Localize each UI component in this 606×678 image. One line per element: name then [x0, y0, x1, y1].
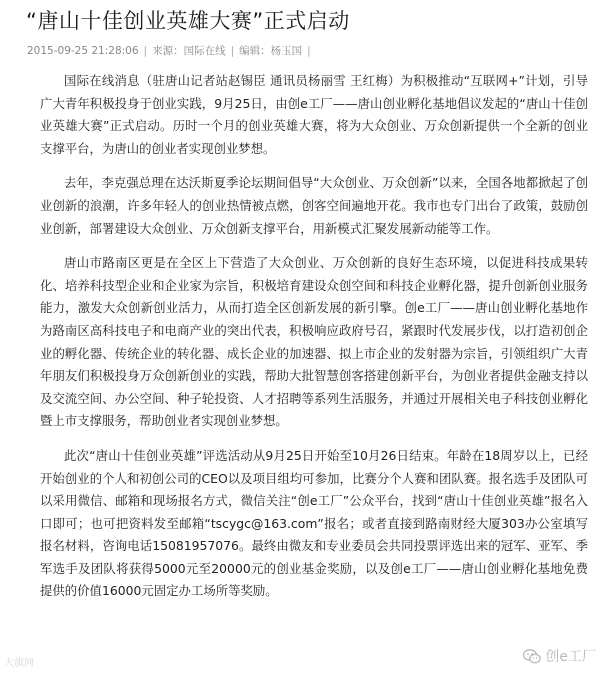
article-title: “唐山十佳创业英雄大赛”正式启动	[26, 9, 350, 33]
article-paragraph: 唐山市路南区更是在全区上下营造了大众创业、万众创新的良好生态环境，以促进科技成果转化、培养科技型企业和企业家为宗旨，积极培育建设众创空间和科技企业孵化器，提升创新创业服务能力，激发大众创新创业活力，从而打造全区创新发展的新引擎。创e工厂——唐山创业孵化基地作为路南区高科技电子和电商产业的突出代表，积极响应政府号召，紧跟时代发展步伐，以打造初创企业的孵化器、传统企业的转化器、成长企业的加速器、拟上市企业的发射器为宗旨，引领组织广大青年朋友们积极投身万众创新创业的实践，帮助大批智慧创客搭建创新平台，为创业者提供金融支持以及交流空间、办公空间、种子轮投资、人才招聘等系列生活服务，并通过开展相关电子科技创业孵化暨上市支撑服务，帮助创业者实现创业梦想。	[40, 255, 588, 429]
watermark-left	[4, 654, 34, 669]
meta-divider: |	[307, 45, 311, 57]
article-source: 来源：国际在线	[152, 45, 226, 57]
watermark-right	[523, 646, 596, 666]
article-paragraph: 此次“唐山十佳创业英雄”评选活动从9月25日开始至10月26日结束。年龄在18周岁以上，已经开始创业的个人和初创公司的CEO以及项目组均可参加，比赛分个人赛和团队赛。报名选手及团队可以采用微信、邮箱和现场报名方式，微信关注“创e工厂”公众平台，找到“唐山十佳创业英雄”报名入口即可；也可把资料发至邮箱“tscygc@163.com”报名；或者直接到路南财经大厦303办公室填写报名材料，咨询电话15081957076。最终由微友和专业委员会共同投票评选出来的冠军、亚军、季军选手及团队将获得5000元至20000元的创业基金奖励，以及创e工厂——唐山创业孵化基地免费提供的价值16000元固定办工场所等奖励。	[40, 447, 588, 599]
publish-datetime: 2015-09-25 21:28:06	[27, 45, 139, 57]
article-body	[40, 70, 588, 615]
article-paragraph: 国际在线消息（驻唐山记者站赵锡臣 通讯员杨丽雪 王红梅）为积极推动“互联网+”计划，引导广大青年积极投身于创业实践，9月25日，由创e工厂——唐山创业孵化基地倡议发起的“唐山十佳创业英雄大赛”正式启动。历时一个月的创业英雄大赛，将为大众创业、万众创新提供一个全新的创业支撑平台，为唐山的创业者实现创业梦想。	[40, 73, 588, 156]
article-editor: 编辑：杨玉国	[239, 45, 303, 57]
watermark-right-text: 创e工厂	[545, 649, 596, 665]
meta-divider: |	[143, 45, 148, 57]
wechat-icon	[523, 649, 541, 664]
meta-divider: |	[230, 45, 235, 57]
watermark-left-text: 大旗网	[4, 658, 34, 669]
article-meta	[27, 44, 587, 58]
article-paragraph: 去年，李克强总理在达沃斯夏季论坛期间倡导“大众创业、万众创新”以来，全国各地都掀起了创业创新的浪潮，许多年轻人的创业热情被点燃，创客空间遍地开花。我市也专门出台了政策，鼓励创业创新，部署建设大众创业、万众创新支撑平台，用新模式汇聚发展新动能等工作。	[40, 175, 588, 236]
